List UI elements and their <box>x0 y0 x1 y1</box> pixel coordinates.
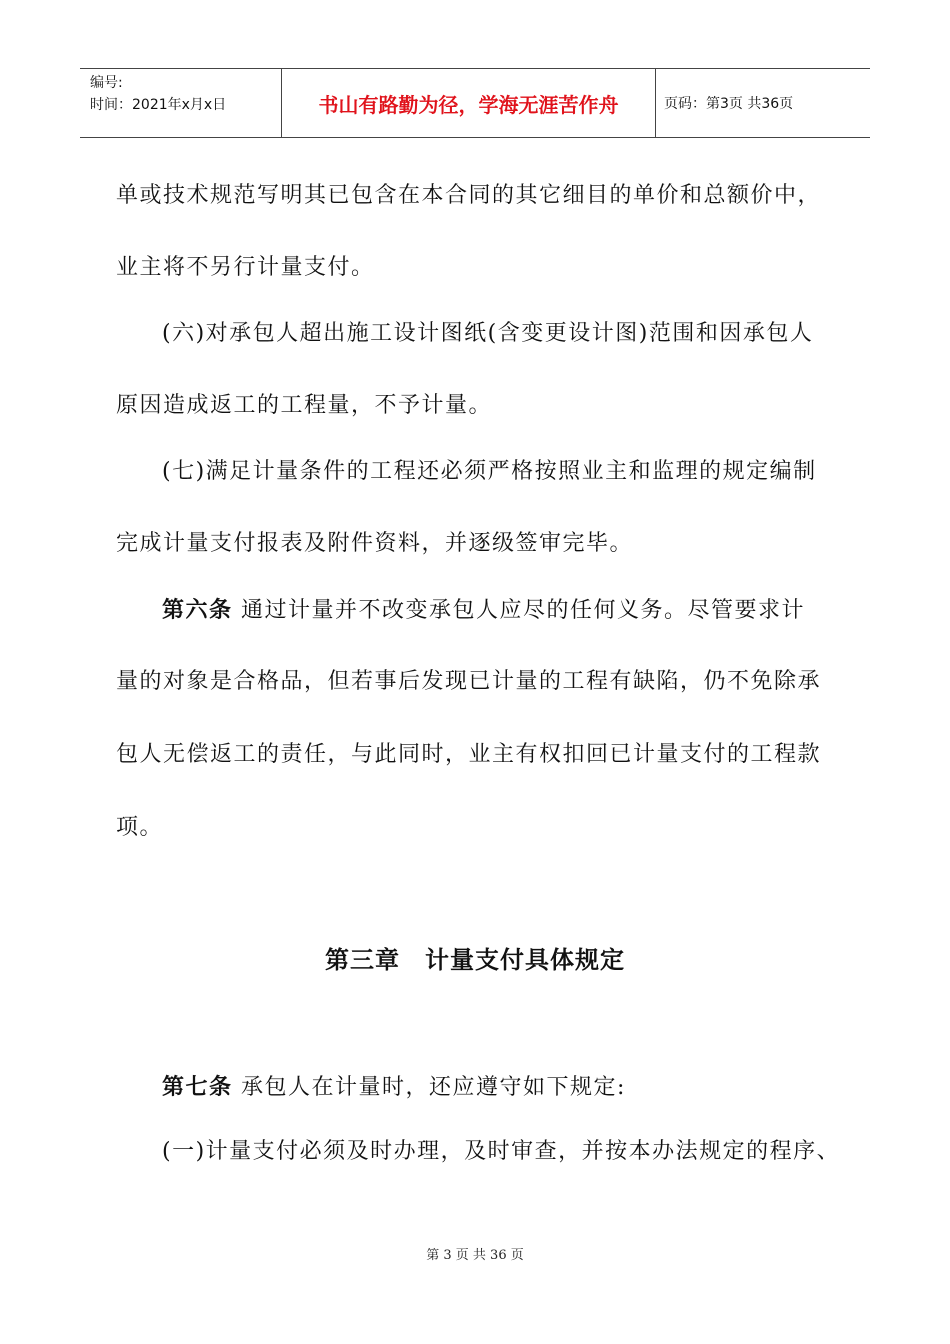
body-line-1: 单或技术规范写明其已包含在本合同的其它细目的单价和总额价中， <box>116 183 822 208</box>
article-6-line-2: 量的对象是合格品，但若事后发现已计量的工程有缺陷，仍不免除承 <box>116 669 822 694</box>
page-footer: 第 3 页 共 36 页 <box>426 1248 524 1263</box>
page-header <box>80 68 870 138</box>
body-line-6: 完成计量支付报表及附件资料，并逐级签审完毕。 <box>116 531 634 556</box>
header-page-info: 页码：第3页 共36页 <box>664 96 794 112</box>
article-6-line-4: 项。 <box>116 815 164 840</box>
header-info-cell <box>80 69 282 137</box>
chapter-title: 第三章 计量支付具体规定 <box>325 946 625 974</box>
article-6-line-3: 包人无偿返工的责任，与此同时，业主有权扣回已计量支付的工程款 <box>116 742 822 767</box>
article-7-paragraph <box>162 1072 626 1103</box>
header-motto: 书山有路勤为径，学海无涯苦作舟 <box>282 69 656 137</box>
article-6-first-line: 通过计量并不改变承包人应尽的任何义务。尽管要求计 <box>241 598 806 623</box>
body-line-2: 业主将不另行计量支付。 <box>116 255 375 280</box>
document-number-label: 编号: <box>90 75 123 91</box>
item-1-line: (一)计量支付必须及时办理，及时审查，并按本办法规定的程序、 <box>162 1139 841 1164</box>
body-line-4: 原因造成返工的工程量，不予计量。 <box>116 393 493 418</box>
body-line-5: (七)满足计量条件的工程还必须严格按照业主和监理的规定编制 <box>162 459 817 484</box>
article-6-paragraph <box>162 595 805 626</box>
article-7-label: 第七条 <box>162 1074 233 1100</box>
document-date: 时间：2021年x月x日 <box>90 97 227 113</box>
article-6-label: 第六条 <box>162 597 233 623</box>
article-7-text: 承包人在计量时，还应遵守如下规定: <box>241 1075 626 1100</box>
body-line-3: (六)对承包人超出施工设计图纸(含变更设计图)范围和因承包人 <box>162 321 814 346</box>
